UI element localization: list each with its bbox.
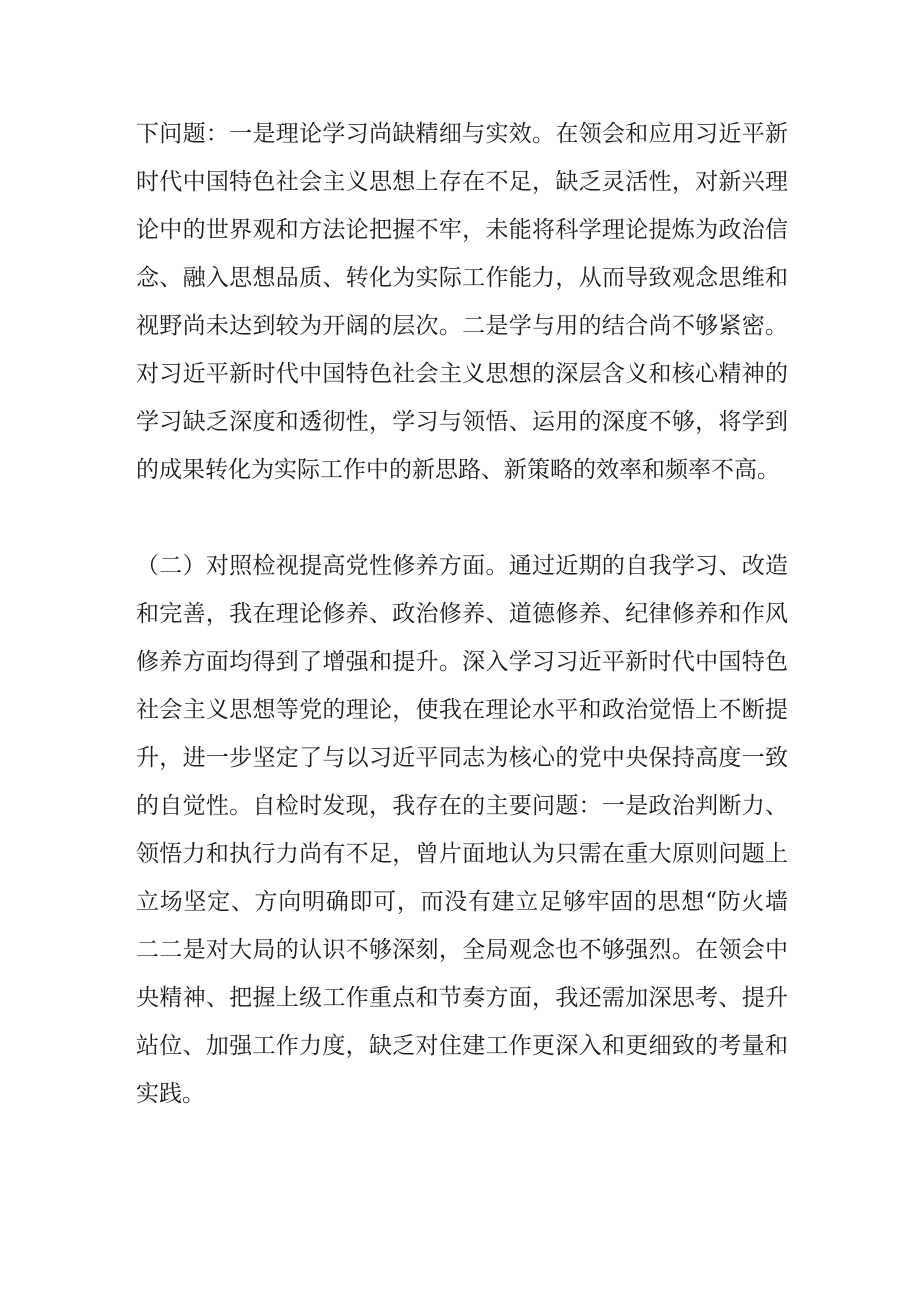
paragraph-party-spirit-cultivation [136,542,788,1118]
text-line: 修养方面均得到了增强和提升。深入学习习近平新时代中国特色 [136,649,788,675]
text-line: 实践。 [136,1081,205,1107]
text-line: 对习近平新时代中国特色社会主义思想的深层含义和核心精神的 [136,361,788,387]
text-line: 念、融入思想品质、转化为实际工作能力，从而导致观念思维和 [136,265,788,291]
text-line: 升，进一步坚定了与以习近平同志为核心的党中央保持高度一致 [136,745,788,771]
text-line: 央精神、把握上级工作重点和节奏方面，我还需加深思考、提升 [136,985,788,1011]
paragraph-theory-study-issues [136,110,788,494]
text-line: 领悟力和执行力尚有不足，曾片面地认为只需在重大原则问题上 [136,841,788,867]
text-line: 二二是对大局的认识不够深刻，全局观念也不够强烈。在领会中 [136,937,788,963]
text-line: 的自觉性。自检时发现，我存在的主要问题：一是政治判断力、 [136,793,788,819]
text-line: 下问题：一是理论学习尚缺精细与实效。在领会和应用习近平新 [136,121,788,147]
text-line: 学习缺乏深度和透彻性，学习与领悟、运用的深度不够，将学到 [136,409,788,435]
text-line: 社会主义思想等党的理论，使我在理论水平和政治觉悟上不断提 [136,697,788,723]
text-line: 的成果转化为实际工作中的新思路、新策略的效率和频率不高。 [136,457,780,483]
text-line: 视野尚未达到较为开阔的层次。二是学与用的结合尚不够紧密。 [136,313,788,339]
text-line: 站位、加强工作力度，缺乏对住建工作更深入和更细致的考量和 [136,1033,788,1059]
text-line: 论中的世界观和方法论把握不牢，未能将科学理论提炼为政治信 [136,217,788,243]
text-line: 时代中国特色社会主义思想上存在不足，缺乏灵活性，对新兴理 [136,169,788,195]
text-line: 立场坚定、方向明确即可，而没有建立足够牢固的思想“防火墙 [136,889,788,915]
text-line: （二）对照检视提高党性修养方面。通过近期的自我学习、改造 [136,553,788,579]
text-line: 和完善，我在理论修养、政治修养、道德修养、纪律修养和作风 [136,601,788,627]
